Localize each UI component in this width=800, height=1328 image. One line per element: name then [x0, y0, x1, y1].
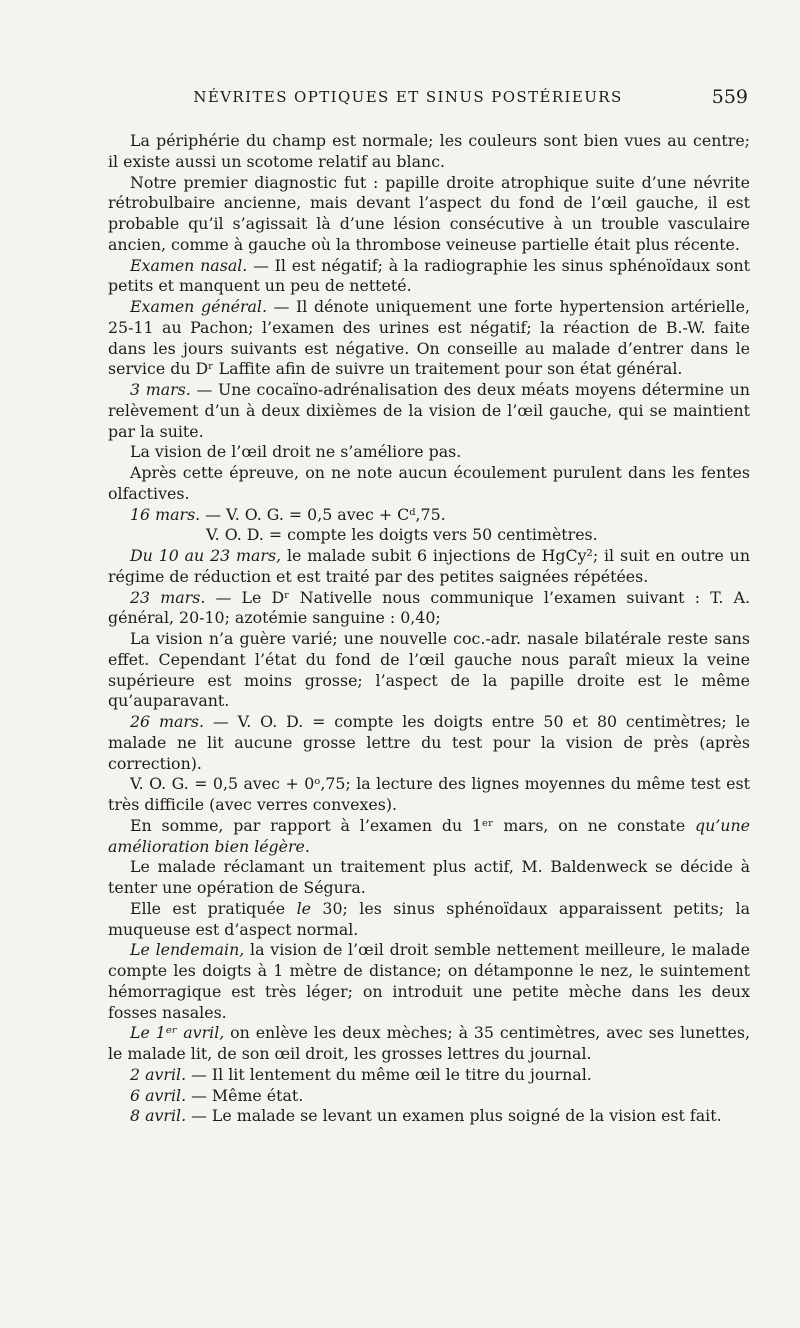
paragraph-tail: qu’une amélioration bien légère.	[108, 815, 750, 856]
paragraph: 6 avril. — Même état.	[130, 1085, 304, 1105]
paragraph: Le 1ᵉʳ avril, on enlève les deux mèches; à 35 centimètres, avec ses lunettes, le malade lit, de son œil droit, les grosses lettres du journal.	[108, 1023, 750, 1063]
paragraph: Après cette épreuve, on ne note aucun écoulement purulent dans les fentes olfactives.	[108, 463, 750, 503]
paragraph: Du 10 au 23 mars, le malade subit 6 injections de HgCy²; il suit en outre un régime de réduction et est traité par des petites saignées répétées.	[108, 546, 750, 586]
paragraph-lead: 26 mars.	[130, 712, 205, 731]
page-number: 559	[711, 86, 748, 108]
paragraph: 23 mars. — Le Dʳ Nativelle nous communique l’examen suivant : T. A. général, 20-10; azotémie sanguine : 0,40;	[108, 587, 750, 628]
paragraph: En somme, par rapport à l’examen du 1ᵉʳ mars, on ne constate qu’une amélioration bien légère.	[108, 815, 750, 856]
paragraph: La vision n’a guère varié; une nouvelle coc.-adr. nasale bilatérale reste sans effet. Cependant l’état du fond de l’œil gauche nous paraît mieux la veine supérieure est moins grosse; l’aspect de la papille droite est le même qu’auparavant.	[108, 629, 750, 711]
paragraph-lead: 3 mars.	[130, 380, 191, 399]
page-header	[108, 88, 748, 114]
paragraph: 26 mars. — V. O. D. = compte les doigts entre 50 et 80 centimètres; le malade ne lit aucune grosse lettre du test pour la vision de près (après correction).	[108, 712, 750, 773]
paragraph: Le lendemain, la vision de l’œil droit semble nettement meilleure, le malade compte les doigts à 1 mètre de distance; on détamponne le nez, le suintement hémorragique est très léger; on introduit une petite mèche dans les deux fosses nasales.	[108, 940, 750, 1022]
paragraph-lead: 2 avril.	[130, 1064, 187, 1084]
paragraph-lead: 8 avril.	[130, 1106, 187, 1126]
paragraph: 3 mars. — Une cocaïno-adrénalisation des deux méats moyens détermine un relèvement d’un à deux dixièmes de la vision de l’œil gauche, qui se maintient par la suite.	[108, 380, 750, 441]
paragraph: Notre premier diagnostic fut : papille droite atrophique suite d’une névrite rétrobulbaire ancienne, mais devant l’aspect du fond de l’œil gauche, il est probable qu’il s’agissait là d’une lésion consécutive à un trouble vasculaire ancien, comme à gauche où la thrombose veineuse partielle était plus récente.	[108, 172, 750, 254]
paragraph: Examen général. — Il dénote uniquement une forte hypertension artérielle, 25-11 au Pachon; l’examen des urines est négatif; la réaction de B.-W. faite dans les jours suivants est négative. On conseille au malade d’entrer dans le service du Dʳ Laffite afin de suivre un traitement pour son état général.	[108, 297, 750, 379]
paragraph-lead: Le lendemain,	[130, 940, 245, 960]
paragraph-lead: Le 1ᵉʳ avril,	[130, 1023, 225, 1043]
body-text	[108, 131, 750, 1127]
paragraph: 2 avril. — Il lit lentement du même œil le titre du journal.	[130, 1064, 592, 1084]
paragraph-lead: 23 mars.	[130, 587, 206, 607]
paragraph-lead: Du 10 au 23 mars,	[130, 546, 282, 565]
paragraph-lead: Examen nasal.	[130, 255, 248, 275]
paragraph: V. O. G. = 0,5 avec + 0ᵒ,75; la lecture des lignes moyennes du même test est très difficile (avec verres convexes).	[108, 774, 750, 814]
paragraph: V. O. D. = compte les doigts vers 50 centimètres.	[206, 525, 598, 545]
paragraph-lead: Examen général.	[130, 297, 268, 316]
running-title: NÉVRITES OPTIQUES ET SINUS POSTÉRIEURS	[193, 88, 623, 106]
paragraph: La périphérie du champ est normale; les couleurs sont bien vues au centre; il existe aussi un scotome relatif au blanc.	[108, 131, 750, 171]
paragraph: 16 mars. — V. O. G. = 0,5 avec + Cᵈ,75.	[130, 504, 446, 524]
paragraph: 8 avril. — Le malade se levant un examen plus soigné de la vision est fait.	[130, 1106, 722, 1126]
paragraph: Examen nasal. — Il est négatif; à la radiographie les sinus sphénoïdaux sont petits et manquent un peu de netteté.	[108, 255, 750, 296]
paragraph-lead: 16 mars.	[130, 504, 201, 524]
paragraph: Le malade réclamant un traitement plus actif, M. Baldenweck se décide à tenter une opération de Ségura.	[108, 857, 750, 897]
paragraph: Elle est pratiquée le 30; les sinus sphénoïdaux apparaissent petits; la muqueuse est d’aspect normal.	[108, 898, 750, 939]
paragraph: La vision de l’œil droit ne s’améliore pas.	[130, 442, 462, 462]
paragraph-lead: 6 avril.	[130, 1085, 187, 1105]
